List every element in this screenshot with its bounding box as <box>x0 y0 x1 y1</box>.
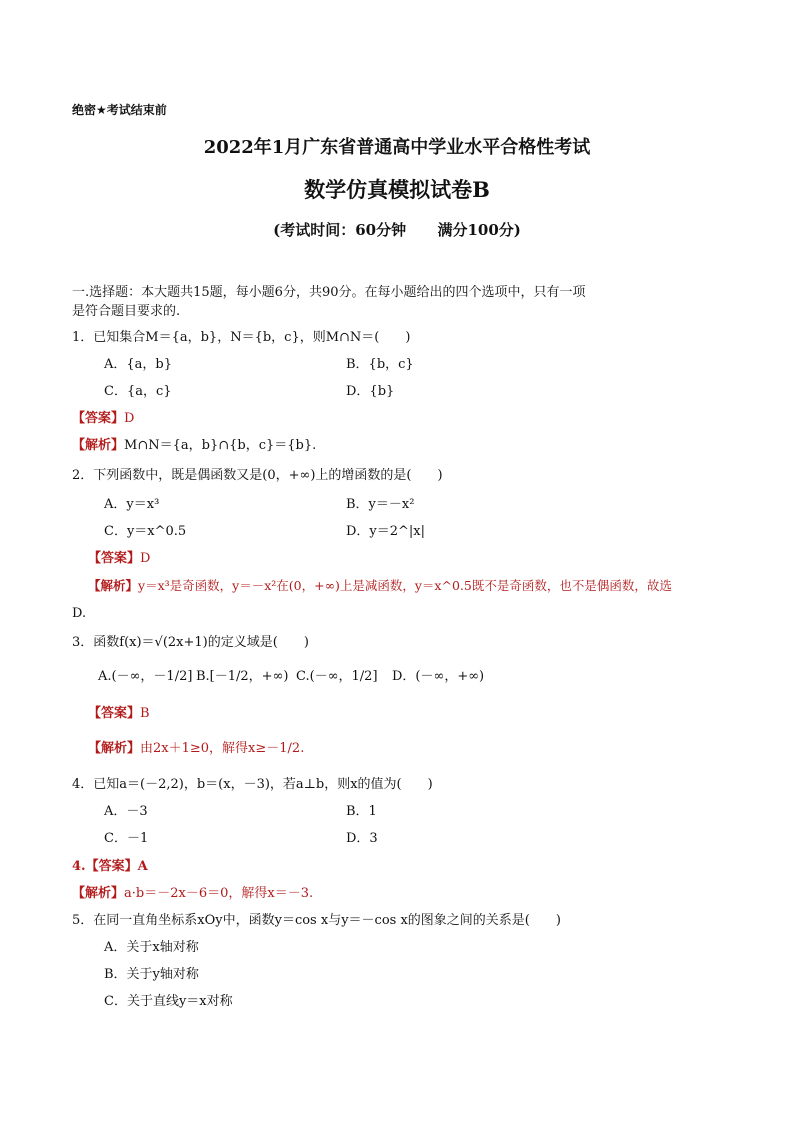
q4-stem: 4．已知a＝(－2,2)，b＝(x，－3)，若a⊥b，则x的值为( ) <box>72 777 433 792</box>
answer-label: 【答案】 <box>72 411 125 426</box>
q2-stem: 2．下列函数中，既是偶函数又是(0，+∞)上的增函数的是( ) <box>72 468 443 483</box>
q1-answer <box>72 410 134 428</box>
q4-analysis-text: a·b＝－2x－6＝0，解得x＝－3. <box>124 886 314 901</box>
q1-analysis-text: M∩N＝{a，b}∩{b，c}＝{b}. <box>124 438 317 453</box>
q3-option-c: C.(－∞，1/2] <box>296 669 378 684</box>
q5-option-a: A．关于x轴对称 <box>104 940 199 955</box>
analysis-label: 【解析】 <box>88 741 141 756</box>
q2-option-c: C．y＝x^0.5 <box>104 524 187 539</box>
q1-option-d: D．{b} <box>346 384 395 399</box>
section-intro-line1: 一.选择题：本大题共15题，每小题6分，共90分。在每小题给出的四个选项中，只有一项 <box>72 285 586 300</box>
q4-option-b: B．1 <box>346 804 377 819</box>
section-intro-line2: 是符合题目要求的. <box>72 304 181 319</box>
paper-title: 数学仿真模拟试卷B <box>304 177 490 202</box>
analysis-label: 【解析】 <box>88 578 139 593</box>
q2-option-d: D．y＝2^|x| <box>346 524 426 539</box>
q2-option-a: A．y＝x³ <box>104 497 160 512</box>
q4-option-c: C．－1 <box>104 831 149 846</box>
q3-answer <box>88 705 150 723</box>
exam-title: 2022年1月广东省普通高中学业水平合格性考试 <box>203 137 591 158</box>
confidential-mark: 绝密★考试结束前 <box>72 103 167 117</box>
q3-analysis <box>88 740 304 758</box>
analysis-label: 【解析】 <box>72 886 125 901</box>
q2-answer-value: D <box>140 551 151 566</box>
q4-answer-number: 4. <box>72 859 86 874</box>
q4-answer-value: A <box>137 859 148 874</box>
q3-option-a: A.(－∞，－1/2] <box>98 669 193 684</box>
q2-option-b: B．y＝－x² <box>346 497 415 512</box>
q3-option-d: D．(－∞，+∞) <box>392 669 485 684</box>
q2-analysis <box>88 577 672 595</box>
answer-label: 【答案】 <box>88 706 141 721</box>
q5-stem: 5．在同一直角坐标系xOy中，函数y＝cos x与y＝－cos x的图象之间的关系是( ) <box>72 913 561 928</box>
q2-analysis-cont: D. <box>72 606 87 621</box>
q1-stem: 1．已知集合M＝{a，b}，N＝{b，c}，则M∩N＝( ) <box>72 330 411 345</box>
q5-option-b: B．关于y轴对称 <box>104 967 199 982</box>
q5-option-c: C．关于直线y＝x对称 <box>104 994 233 1009</box>
q4-analysis <box>72 885 313 903</box>
q3-option-b: B.[－1/2，+∞) <box>196 669 289 684</box>
q1-option-a: A．{a，b} <box>104 357 173 372</box>
q1-option-c: C．{a，c} <box>104 384 172 399</box>
q2-analysis-text: y＝x³是奇函数，y＝－x²在(0，+∞)上是减函数，y＝x^0.5既不是奇函数，也不是偶函数，故选 <box>138 578 672 593</box>
exam-info: (考试时间：60分钟 满分100分) <box>273 221 521 239</box>
q1-analysis <box>72 437 316 455</box>
q1-option-b: B．{b，c} <box>346 357 414 372</box>
q1-answer-value: D <box>124 411 135 426</box>
q2-answer <box>88 550 150 568</box>
answer-label: 【答案】 <box>85 859 138 874</box>
analysis-label: 【解析】 <box>72 438 125 453</box>
q4-answer <box>72 858 148 876</box>
q3-analysis-text: 由2x＋1≥0，解得x≥－1/2. <box>140 741 305 756</box>
q4-option-a: A．－3 <box>104 804 148 819</box>
answer-label: 【答案】 <box>88 551 141 566</box>
q3-answer-value: B <box>140 706 150 721</box>
q4-option-d: D．3 <box>346 831 378 846</box>
q3-stem: 3．函数f(x)＝√(2x+1)的定义域是( ) <box>72 635 309 650</box>
